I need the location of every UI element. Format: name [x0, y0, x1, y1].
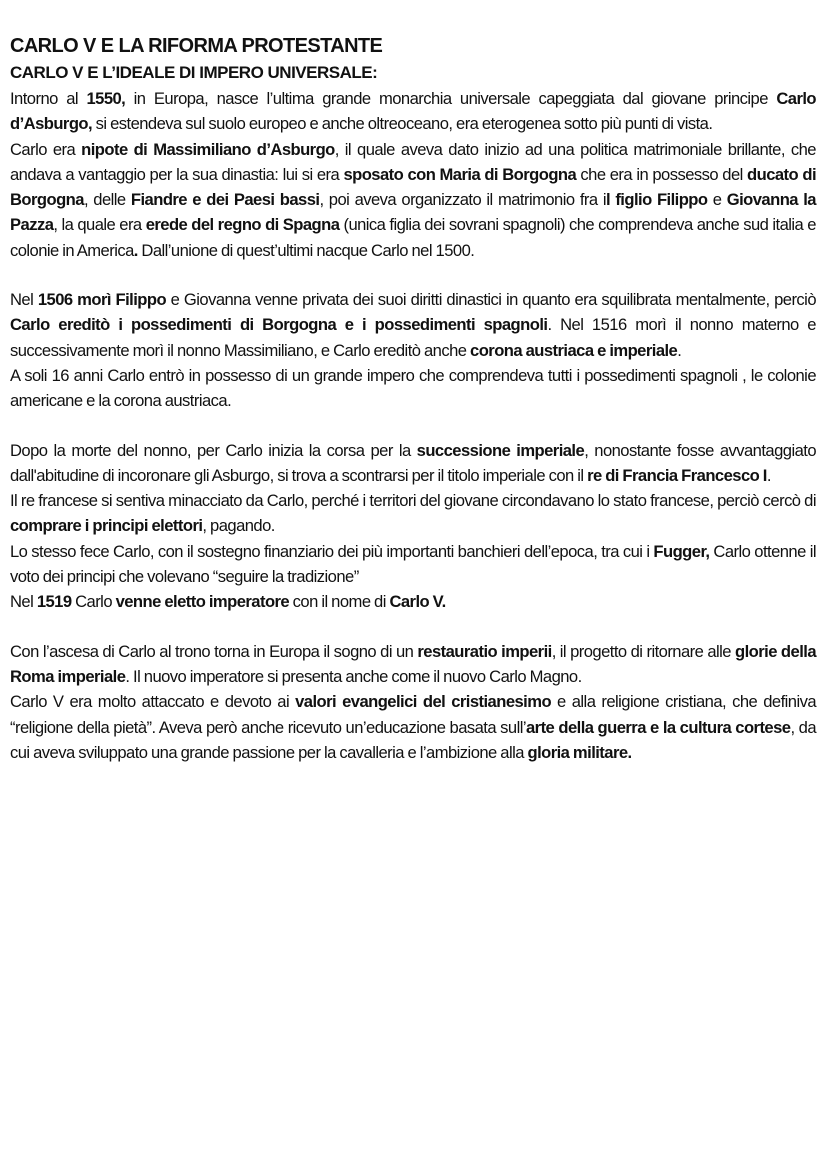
bold-text: . — [133, 240, 138, 260]
paragraph — [10, 137, 816, 263]
bold-text: l figlio Filippo — [605, 190, 708, 210]
text-run: Il re francese si sentiva minacciato da Carlo, perché i territori del giovane circondavano lo stato francese, perciò cercò di — [10, 491, 816, 511]
text-run: Carlo era — [10, 139, 82, 159]
bold-text: Giovanna la Pazza — [10, 190, 816, 235]
paragraph-gap — [10, 414, 816, 438]
paragraph — [10, 689, 816, 765]
paragraph — [10, 488, 816, 539]
bold-text: 1519 — [36, 592, 72, 612]
page-title: CARLO V E LA RIFORMA PROTESTANTE — [10, 35, 383, 57]
bold-text: venne eletto imperatore — [115, 592, 290, 612]
bold-text: corona austriaca e imperiale — [470, 340, 678, 360]
text-run: . Il nuovo imperatore si presenta anche come il nuovo Carlo Magno. — [125, 666, 582, 686]
text-run: si estendeva sul suolo europeo e anche oltreoceano, era eterogenea sotto più punti di vista. — [92, 114, 713, 134]
paragraph — [10, 363, 816, 414]
text-run: , da cui aveva sviluppato una grande passione per la cavalleria e l’ambizione alla — [10, 717, 817, 762]
bold-text: comprare i principi elettori — [10, 516, 203, 536]
bold-text: Fiandre e dei Paesi bassi — [130, 190, 320, 210]
text-run: . Nel 1516 morì il nonno materno e successivamente morì il nonno Massimiliano, e Carlo ereditò anche — [10, 315, 816, 360]
text-run: Lo stesso fece Carlo, con il sostegno finanziario dei più importanti banchieri dell’epoca, tra cui i — [10, 541, 654, 561]
text-run: e alla religione cristiana, che definiva “religione della pietà”. Aveva però anche ricevuto un’educazione basata sull’ — [10, 692, 817, 737]
text-run: , nonostante fosse avvantaggiato dall'abitudine di incoronare gli Asburgo, si trova a scontrarsi per il titolo imperiale con il — [10, 440, 817, 485]
paragraph — [10, 438, 816, 489]
bold-text: Fugger, — [653, 541, 710, 561]
text-run: , la quale era — [53, 215, 146, 235]
text-run: Intorno al — [10, 89, 87, 108]
bold-text: Carlo d’Asburgo, — [10, 89, 817, 134]
section-subtitle: CARLO V E L’IDEALE DI IMPERO UNIVERSALE: — [10, 63, 378, 82]
text-run: , delle — [83, 190, 131, 210]
text-run: Nel — [10, 290, 38, 310]
paragraph-gap — [10, 615, 816, 639]
bold-text: gloria militare. — [527, 742, 632, 762]
bold-text: glorie della Roma imperiale — [10, 641, 816, 686]
paragraph-gap — [10, 263, 816, 287]
text-run: in Europa, nasce l’ultima grande monarchia universale capeggiata dal giovane principe — [125, 89, 777, 108]
text-run: che era in possesso del — [576, 164, 748, 184]
text-run: Nel — [10, 592, 37, 612]
text-run: e — [707, 190, 727, 210]
bold-text: ducato di Borgogna — [10, 164, 817, 210]
text-run: , pagando. — [202, 516, 275, 536]
bold-text: successione imperiale — [416, 440, 585, 460]
text-run: . — [677, 340, 682, 360]
bold-text: restauratio imperii — [417, 641, 552, 661]
paragraph — [10, 287, 816, 363]
paragraph — [10, 639, 816, 690]
bold-text: arte della guerra e la cultura cortese — [526, 717, 791, 737]
paragraph — [10, 86, 816, 137]
bold-text: 1550, — [86, 89, 126, 108]
bold-text: re di Francia Francesco I — [587, 465, 767, 485]
text-run: Carlo — [71, 592, 116, 612]
text-run: Carlo ottenne il voto dei principi che volevano “seguire la tradizione” — [10, 541, 816, 587]
paragraph — [10, 589, 816, 614]
bold-text: erede del regno di Spagna — [145, 215, 340, 235]
text-run: , il quale aveva dato inizio ad una politica matrimoniale brillante, che andava a vantaggio per la sua dinastia: lui si era — [10, 139, 816, 184]
text-run: con il nome di — [289, 592, 390, 612]
text-run: Dall’unione di quest’ultimi nacque Carlo nel 1500. — [137, 240, 475, 260]
bold-text: nipote di Massimiliano d’Asburgo — [81, 139, 335, 159]
paragraph — [10, 539, 816, 590]
text-run: Dopo la morte del nonno, per Carlo inizia la corsa per la — [10, 440, 417, 460]
bold-text: Carlo ereditò i possedimenti di Borgogna e i possedimenti spagnoli — [10, 315, 548, 335]
text-run: Con l’ascesa di Carlo al trono torna in Europa il sogno di un — [10, 641, 418, 661]
text-run: (unica figlia dei sovrani spagnoli) che comprendeva anche sud italia e colonie in America — [10, 215, 816, 260]
text-run: A soli 16 anni Carlo entrò in possesso di un grande impero che comprendeva tutti i possedimenti spagnoli , le colonie americane e la corona austriaca. — [10, 365, 816, 411]
text-run: , il progetto di ritornare alle — [551, 641, 736, 661]
text-run: , poi aveva organizzato il matrimonio fra i — [319, 190, 606, 210]
body-text — [10, 86, 816, 765]
bold-text: Carlo V. — [389, 592, 446, 612]
bold-text: 1506 morì Filippo — [37, 290, 167, 310]
text-run: e Giovanna venne privata dei suoi diritti dinastici in quanto era squilibrata mentalmente, perciò — [166, 290, 816, 310]
bold-text: valori evangelici del cristianesimo — [295, 692, 552, 712]
bold-text: sposato con Maria di Borgogna — [343, 164, 577, 184]
text-run: . — [766, 465, 771, 485]
text-run: Carlo V era molto attaccato e devoto ai — [10, 692, 296, 712]
